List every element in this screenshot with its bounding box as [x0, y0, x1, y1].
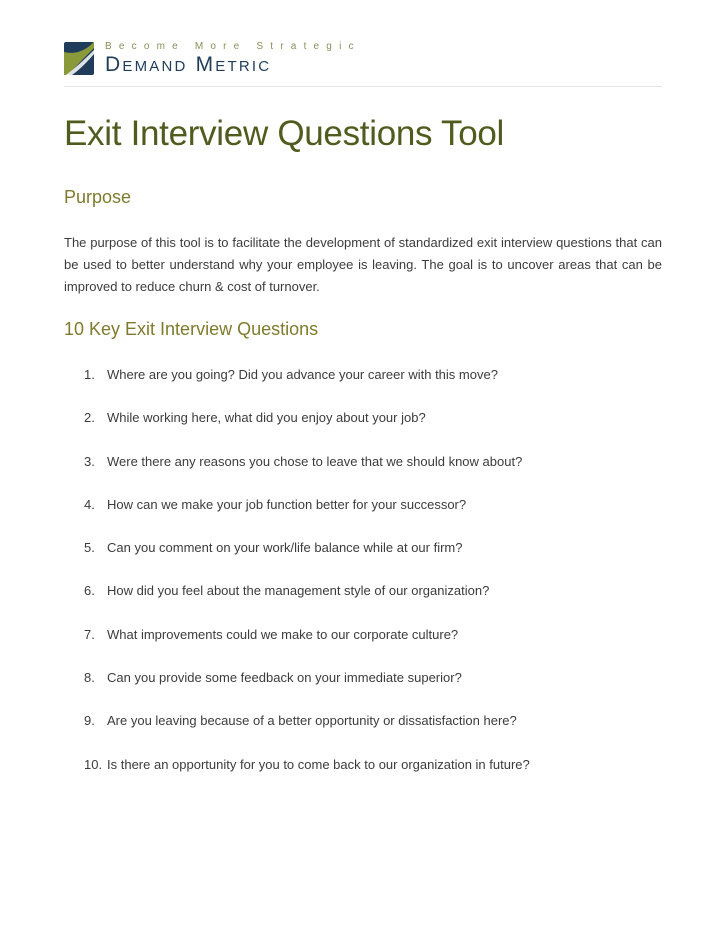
- question-text: Can you provide some feedback on your immediate superior?: [107, 670, 462, 686]
- question-number: 3.: [84, 453, 95, 469]
- question-number: 1.: [84, 367, 95, 382]
- question-item: [64, 667, 662, 710]
- question-item: [64, 754, 662, 797]
- question-number: 2.: [84, 410, 95, 426]
- document-title: Exit Interview Questions Tool: [64, 114, 505, 153]
- question-number: 9.: [84, 713, 95, 729]
- question-item: [64, 494, 662, 537]
- question-number: 10.: [84, 756, 103, 772]
- question-item: [64, 407, 662, 450]
- question-item: [64, 624, 662, 667]
- question-item: [64, 451, 662, 494]
- question-text: How can we make your job function better for your successor?: [107, 496, 467, 512]
- question-number: 7.: [84, 626, 95, 642]
- question-item: [64, 580, 662, 623]
- question-text: Were there any reasons you chose to leave that we should know about?: [107, 453, 523, 469]
- question-item: [64, 364, 662, 407]
- question-text: While working here, what did you enjoy about your job?: [107, 410, 426, 426]
- demand-metric-logo: [64, 38, 364, 80]
- question-text: Is there an opportunity for you to come back to our organization in future?: [107, 756, 530, 772]
- purpose-paragraph: The purpose of this tool is to facilitate the development of standardized exit interview questions that can be used to better understand why your employee is leaving. The goal is to uncover areas that can be improved to reduce churn & cost of turnover.: [64, 235, 662, 294]
- question-number: 4.: [84, 496, 95, 512]
- question-text: Where are you going? Did you advance your career with this move?: [107, 367, 498, 382]
- question-text: What improvements could we make to our corporate culture?: [107, 626, 459, 642]
- questions-list: [64, 364, 662, 797]
- header-divider: [64, 86, 662, 87]
- question-number: 6.: [84, 583, 95, 599]
- demand-metric-logo-icon: [64, 42, 94, 75]
- question-number: 5.: [84, 540, 95, 556]
- questions-heading: 10 Key Exit Interview Questions: [64, 319, 319, 339]
- question-item: [64, 537, 662, 580]
- question-text: Are you leaving because of a better opportunity or dissatisfaction here?: [107, 713, 517, 729]
- question-text: How did you feel about the management style of our organization?: [107, 583, 490, 599]
- question-text: Can you comment on your work/life balance while at our firm?: [107, 540, 463, 556]
- question-item: [64, 710, 662, 753]
- brand-name: Demand Metric: [105, 53, 272, 76]
- purpose-heading: Purpose: [64, 187, 132, 207]
- brand-tagline: Become More Strategic: [105, 41, 361, 52]
- question-number: 8.: [84, 670, 95, 686]
